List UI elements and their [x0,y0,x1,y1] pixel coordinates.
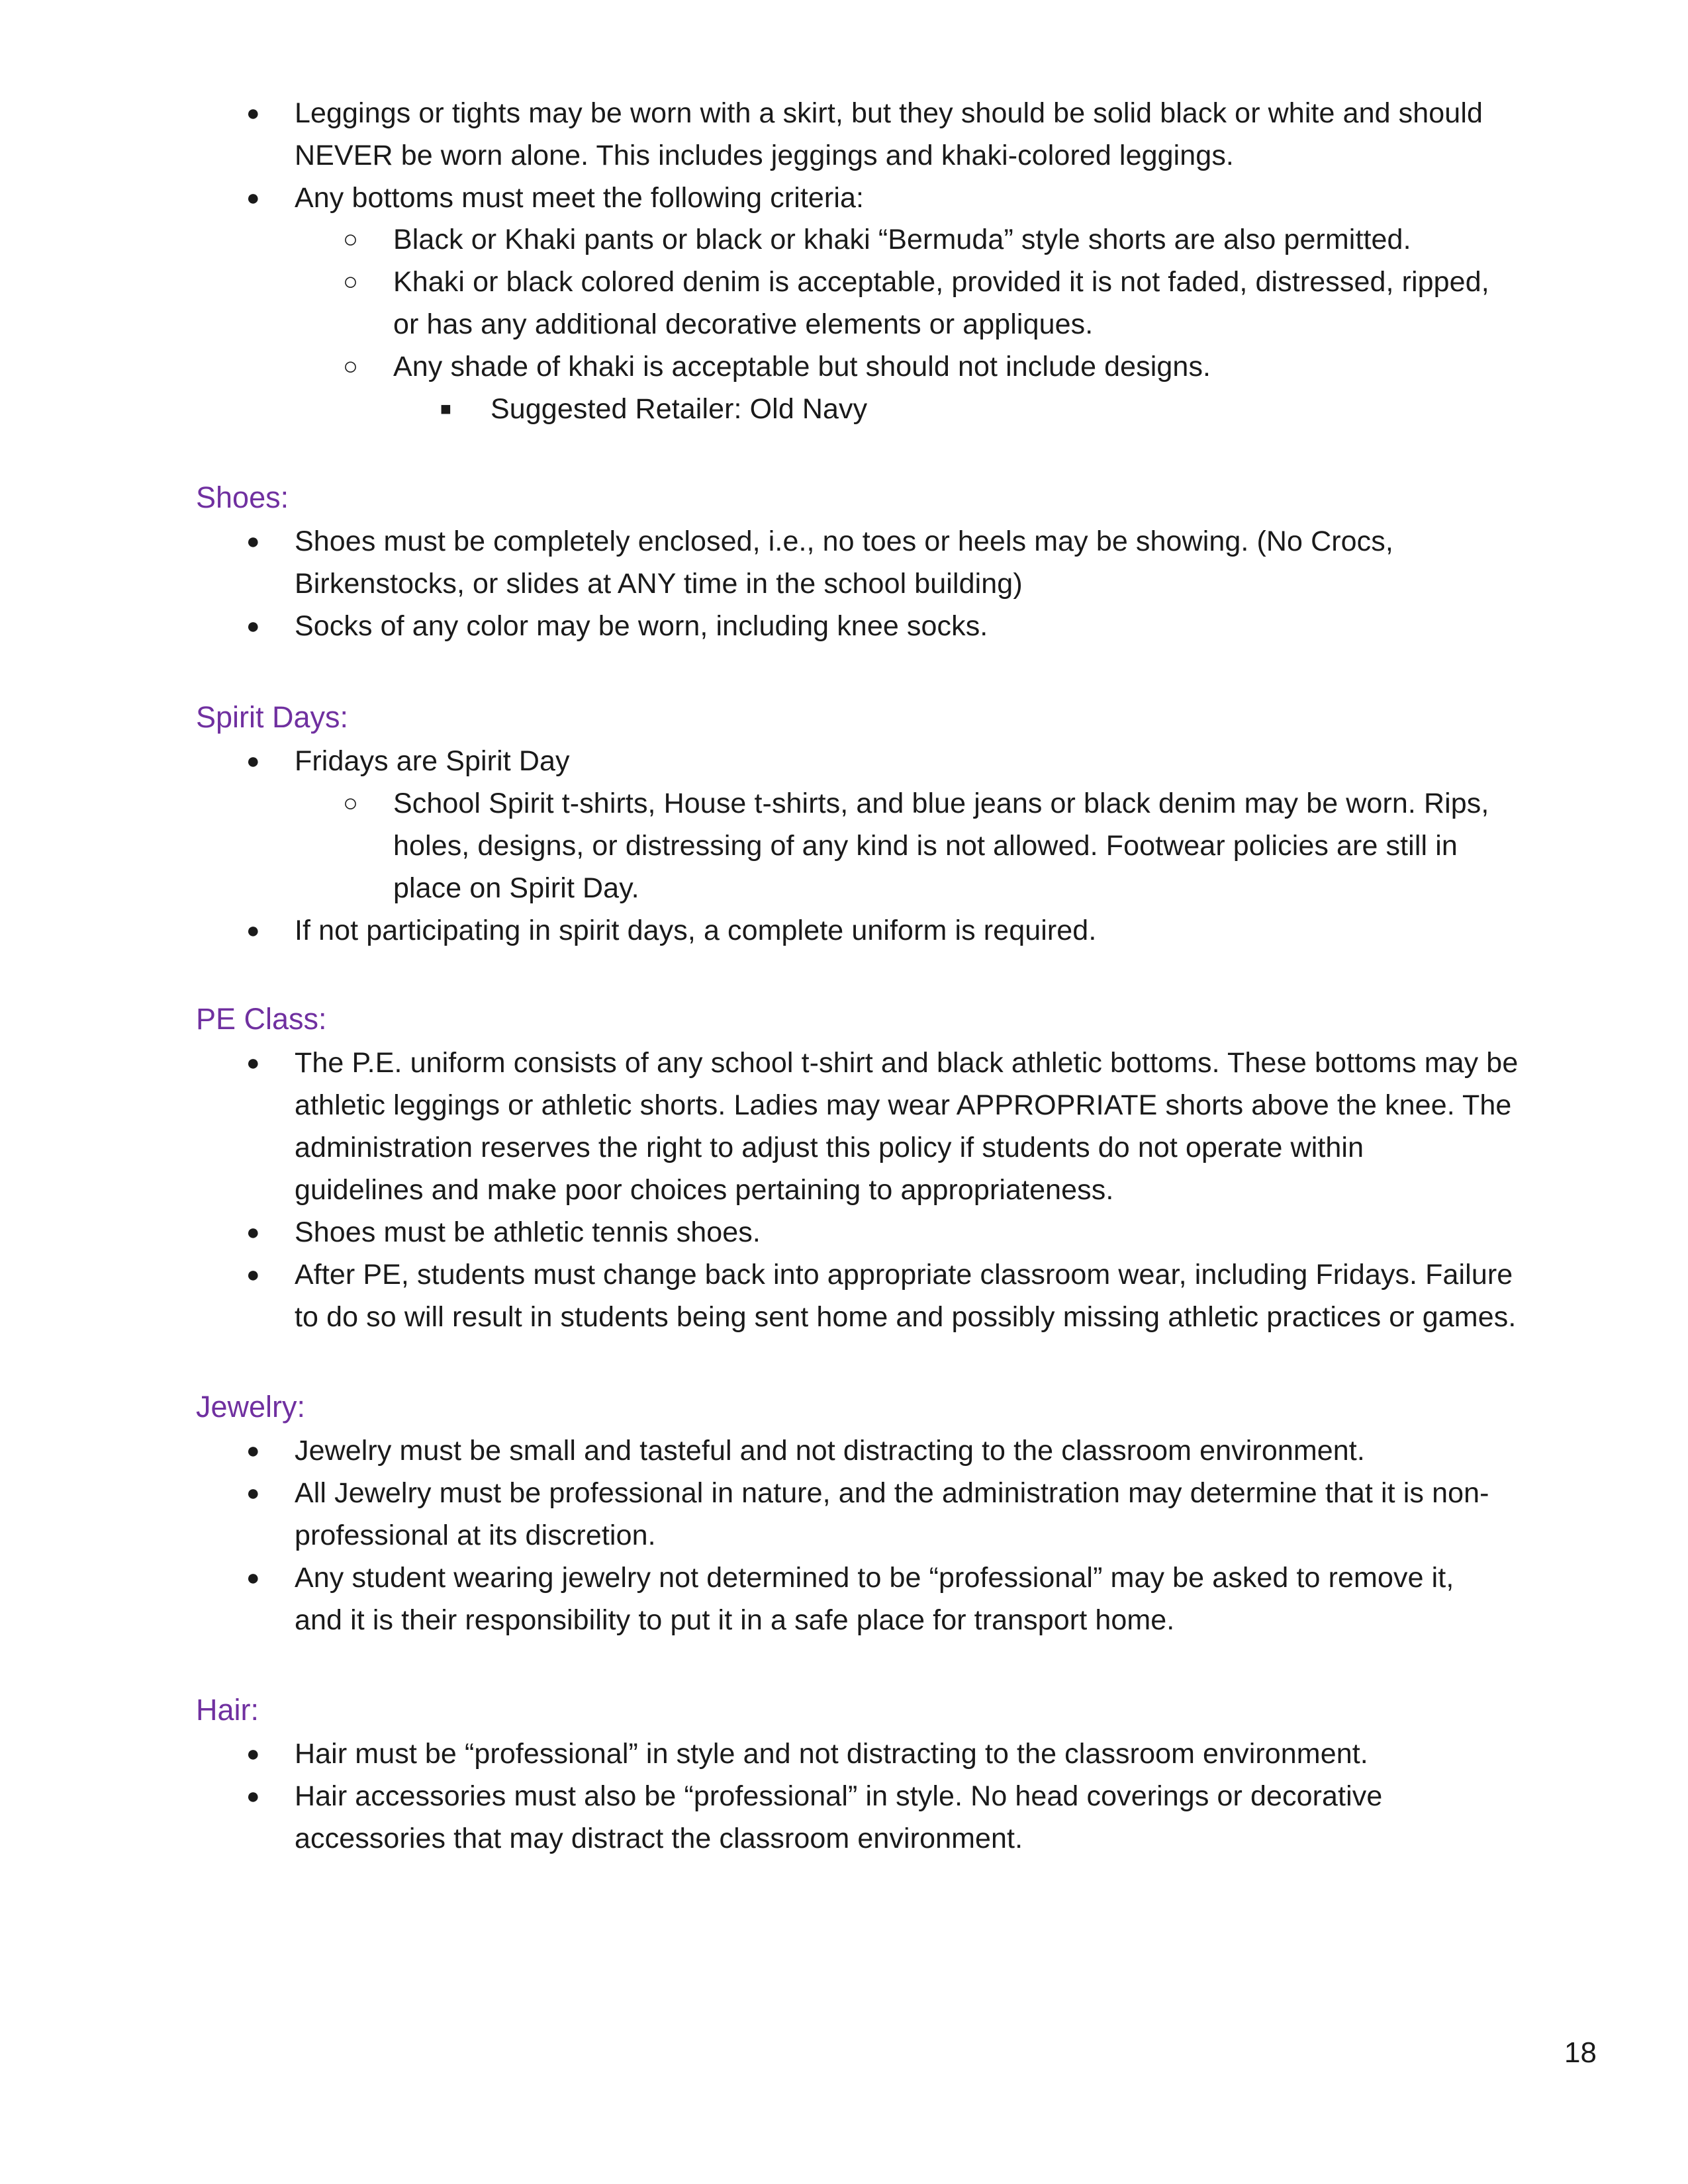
list-item-text: Shoes must be completely enclosed, i.e., no toes or heels may be showing. (No Crocs, [295,525,1393,557]
square-bullet: ■ [440,398,451,419]
list-item-text: After PE, students must change back into appropriate classroom wear, including Fridays. Failure [295,1259,1513,1291]
list-bullet: ● [246,1050,260,1075]
retailer-suggestion: Suggested Retailer: Old Navy [491,393,868,425]
list-bullet: ● [246,918,260,943]
list-bullet: ● [246,1480,260,1506]
list-item-text: accessories that may distract the classroom environment. [295,1823,1023,1854]
sub-list-item-text: School Spirit t-shirts, House t-shirts, and blue jeans or black denim may be worn. Rips, [393,788,1489,819]
list-item-text: Any bottoms must meet the following criteria: [295,182,865,214]
sub-list-bullet: ○ [343,268,358,296]
sub-list-item-text: holes, designs, or distressing of any kind is not allowed. Footwear policies are still in [393,830,1458,862]
list-item-text: athletic leggings or athletic shorts. Ladies may wear APPROPRIATE shorts above the knee. The [295,1089,1512,1121]
list-item-text: Hair must be “professional” in style and not distracting to the classroom environment. [295,1738,1368,1770]
section-heading-shoes: Shoes: [196,480,289,514]
list-item-text: All Jewelry must be professional in nature, and the administration may determine that it is non- [295,1477,1489,1509]
list-bullet: ● [246,614,260,639]
list-item-text: Jewelry must be small and tasteful and not distracting to the classroom environment. [295,1435,1365,1467]
list-item-text: Socks of any color may be worn, including knee socks. [295,610,988,642]
list-item-text: professional at its discretion. [295,1520,656,1551]
section-heading-jewelry: Jewelry: [196,1390,306,1424]
sub-list-bullet: ○ [343,226,358,253]
sub-list-item-text: place on Spirit Day. [393,872,639,904]
list-item-text: NEVER be worn alone. This includes jeggings and khaki-colored leggings. [295,140,1234,171]
section-heading-spirit-days: Spirit Days: [196,700,349,734]
list-item-text: If not participating in spirit days, a complete uniform is required. [295,915,1097,946]
list-bullet: ● [246,1220,260,1245]
list-item-text: guidelines and make poor choices pertaining to appropriateness. [295,1174,1114,1206]
page-number: 18 [1564,2036,1597,2069]
list-item-text: Shoes must be athletic tennis shoes. [295,1216,761,1248]
list-item-text: Any student wearing jewelry not determined to be “professional” may be asked to remove it, [295,1562,1454,1594]
sub-list-item-text: Black or Khaki pants or black or khaki “Bermuda” style shorts are also permitted. [393,224,1411,255]
list-bullet: ● [246,1565,260,1590]
list-bullet: ● [246,1784,260,1809]
sub-list-item-text: Any shade of khaki is acceptable but should not include designs. [393,351,1211,383]
section-heading-hair: Hair: [196,1693,259,1727]
list-item-text: administration reserves the right to adjust this policy if students do not operate within [295,1132,1364,1163]
list-item-text: Leggings or tights may be worn with a skirt, but they should be solid black or white and should [295,97,1483,129]
list-item-text: to do so will result in students being sent home and possibly missing athletic practices or games. [295,1301,1517,1333]
section-heading-pe-class: PE Class: [196,1002,327,1036]
list-bullet: ● [246,1262,260,1287]
list-item-text: The P.E. uniform consists of any school t-shirt and black athletic bottoms. These bottoms may be [295,1047,1519,1079]
list-item-text: and it is their responsibility to put it in a safe place for transport home. [295,1604,1175,1636]
list-item-text: Hair accessories must also be “professional” in style. No head coverings or decorative [295,1780,1383,1812]
sub-list-item-text: or has any additional decorative elements or appliques. [393,308,1094,340]
sub-list-bullet: ○ [343,353,358,381]
sub-list-bullet: ○ [343,790,358,817]
list-bullet: ● [246,1438,260,1463]
list-bullet: ● [246,1741,260,1766]
list-bullet: ● [246,749,260,774]
list-bullet: ● [246,185,260,210]
list-bullet: ● [246,101,260,126]
list-bullet: ● [246,529,260,554]
sub-list-item-text: Khaki or black colored denim is acceptable, provided it is not faded, distressed, ripped, [393,266,1489,298]
list-item-text: Fridays are Spirit Day [295,745,570,777]
list-item-text: Birkenstocks, or slides at ANY time in the school building) [295,568,1023,600]
